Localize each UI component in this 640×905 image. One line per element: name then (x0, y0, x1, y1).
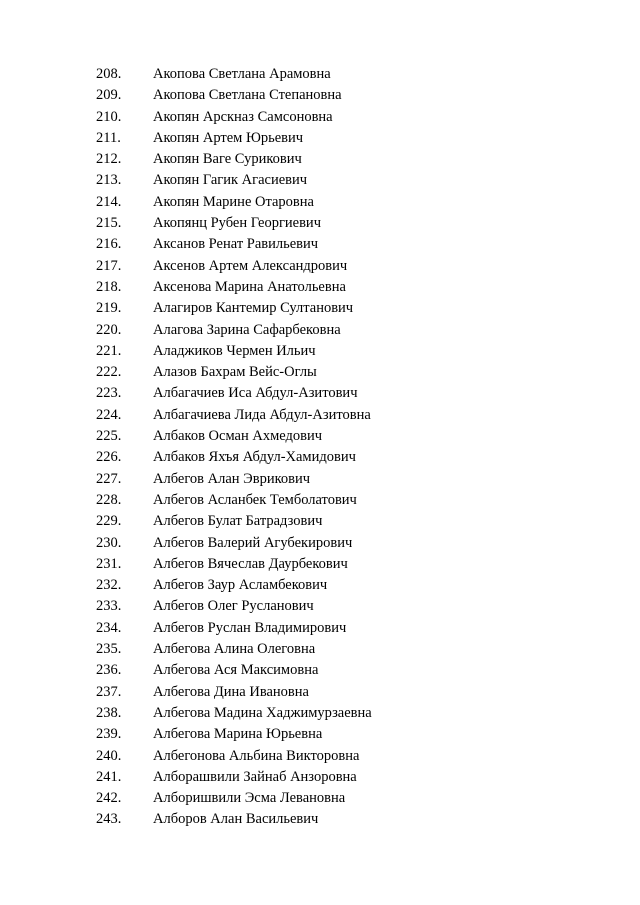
entry-number: 231. (96, 555, 122, 572)
entry-number: 219. (96, 300, 122, 317)
entry-full-name: Акопова Светлана Арамовна (153, 66, 331, 82)
list-item (96, 809, 372, 830)
entry-number: 223. (96, 385, 122, 402)
entry-full-name: Албегонова Альбина Викторовна (153, 747, 360, 764)
entry-full-name: Акопян Ваге Сурикович (153, 151, 302, 168)
entry-number: 240. (96, 747, 122, 764)
entry-full-name: Албаков Яхъя Абдул-Хамидович (153, 449, 356, 466)
entry-number: 221. (96, 342, 122, 359)
list-item (96, 85, 372, 106)
list-item (96, 107, 372, 128)
entry-number: 234. (96, 619, 122, 636)
list-item (96, 64, 372, 85)
entry-full-name: Албегова Ася Максимовна (153, 662, 319, 679)
list-item (96, 703, 372, 724)
entry-full-name: Алагиров Кантемир Султанович (153, 300, 354, 317)
entry-full-name: Албегов Алан Эврикович (153, 470, 311, 487)
entry-number: 215. (96, 215, 122, 232)
entry-number: 208. (96, 66, 122, 82)
list-item (96, 618, 372, 639)
list-item (96, 192, 372, 213)
list-item (96, 341, 372, 362)
entry-full-name: Албегов Заур Асламбекович (153, 577, 328, 594)
entry-number: 232. (96, 577, 122, 594)
entry-full-name: Акопянц Рубен Георгиевич (153, 215, 321, 232)
entry-number: 209. (96, 87, 122, 104)
entry-number: 241. (96, 768, 122, 785)
list-item (96, 490, 372, 511)
list-item (96, 511, 372, 532)
list-item (96, 469, 372, 490)
entry-number: 220. (96, 321, 122, 338)
entry-number: 211. (96, 129, 121, 146)
entry-number: 228. (96, 491, 122, 508)
list-item (96, 128, 372, 149)
entry-full-name: Албегова Мадина Хаджимурзаевна (153, 704, 372, 721)
list-item (96, 554, 372, 575)
list-item (96, 660, 372, 681)
list-item (96, 575, 372, 596)
entry-number: 210. (96, 108, 122, 125)
entry-full-name: Албегов Вячеслав Даурбекович (153, 555, 348, 572)
entry-number: 230. (96, 534, 122, 551)
list-item (96, 383, 372, 404)
list-item (96, 277, 372, 298)
entry-full-name: Акопян Марине Отаровна (153, 193, 314, 210)
list-item (96, 746, 372, 767)
entry-full-name: Акопян Арскназ Самсоновна (153, 108, 333, 125)
entry-number: 226. (96, 449, 122, 466)
entry-full-name: Албегов Асланбек Темболатович (153, 491, 357, 508)
entry-number: 242. (96, 790, 122, 807)
entry-full-name: Алборашвили Зайнаб Анзоровна (153, 768, 357, 785)
entry-number: 225. (96, 428, 122, 445)
list-item (96, 298, 372, 319)
entry-number: 213. (96, 172, 122, 189)
entry-number: 239. (96, 726, 122, 743)
entry-number: 217. (96, 257, 122, 274)
entry-number: 233. (96, 598, 122, 615)
entry-full-name: Алагова Зарина Сафарбековна (153, 321, 341, 338)
list-item (96, 767, 372, 788)
list-item (96, 170, 372, 191)
list-item (96, 447, 372, 468)
entry-number: 224. (96, 406, 122, 423)
list-item (96, 213, 372, 234)
entry-number: 229. (96, 513, 122, 530)
entry-full-name: Аксенов Артем Александрович (153, 257, 348, 274)
list-item (96, 320, 372, 341)
entry-full-name: Албегов Руслан Владимирович (153, 619, 347, 636)
list-item (96, 682, 372, 703)
entry-full-name: Аладжиков Чермен Ильич (153, 342, 316, 359)
list-item (96, 533, 372, 554)
numbered-name-list (96, 64, 372, 831)
list-item (96, 405, 372, 426)
entry-full-name: Албегова Алина Олеговна (153, 641, 316, 658)
entry-full-name: Алборов Алан Васильевич (153, 811, 319, 828)
entry-number: 212. (96, 151, 122, 168)
list-item (96, 596, 372, 617)
entry-full-name: Аксанов Ренат Равильевич (153, 236, 319, 253)
entry-full-name: Аксенова Марина Анатольевна (153, 278, 346, 295)
entry-number: 214. (96, 193, 122, 210)
entry-number: 216. (96, 236, 122, 253)
list-item (96, 234, 372, 255)
entry-number: 237. (96, 683, 122, 700)
entry-full-name: Акопян Артем Юрьевич (153, 129, 304, 146)
entry-number: 236. (96, 662, 122, 679)
list-item (96, 639, 372, 660)
list-item (96, 362, 372, 383)
entry-full-name: Алазов Бахрам Вейс-Оглы (153, 364, 317, 381)
entry-number: 243. (96, 811, 122, 828)
entry-number: 227. (96, 470, 122, 487)
entry-full-name: Албегов Булат Батрадзович (153, 513, 323, 530)
entry-full-name: Акопян Гагик Агасиевич (153, 172, 308, 189)
entry-full-name: Алборишвили Эсма Левановна (153, 790, 346, 807)
list-item (96, 256, 372, 277)
entry-number: 222. (96, 364, 122, 381)
list-item (96, 426, 372, 447)
entry-full-name: Албаков Осман Ахмедович (153, 428, 323, 445)
entry-full-name: Албагачиев Иса Абдул-Азитович (153, 385, 358, 402)
entry-number: 218. (96, 278, 122, 295)
entry-number: 235. (96, 641, 122, 658)
entry-full-name: Акопова Светлана Степановна (153, 87, 342, 104)
entry-number: 238. (96, 704, 122, 721)
list-item (96, 724, 372, 745)
list-item (96, 149, 372, 170)
list-item (96, 788, 372, 809)
entry-full-name: Албегова Дина Ивановна (153, 683, 309, 700)
entry-full-name: Албагачиева Лида Абдул-Азитовна (153, 406, 371, 423)
entry-full-name: Албегов Олег Русланович (153, 598, 314, 615)
entry-full-name: Албегова Марина Юрьевна (153, 726, 323, 743)
entry-full-name: Албегов Валерий Агубекирович (153, 534, 353, 551)
